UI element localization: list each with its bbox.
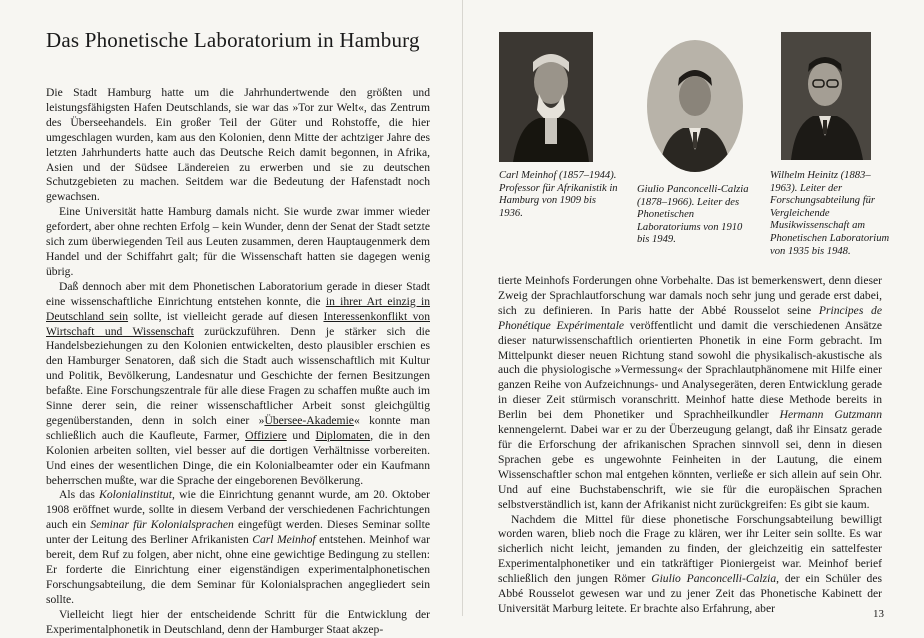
text-run: und (286, 428, 316, 442)
italic-term: Kolonialinstitut (99, 488, 172, 502)
text-run: « konnte man schließlich auch die Kaufleute, Farmer, (46, 413, 430, 442)
page-title: Das Phonetische Laboratorium in Hamburg (46, 28, 420, 52)
caption-panconcelli: Giulio Panconcelli-Calzia (1878–1966). Leiter des Phonetischen Laboratoriums von 1910 bis 1949. (637, 184, 749, 246)
underlined-phrase: in ihrer Art einzig in Deutschland sein (46, 294, 430, 323)
right-body-text (498, 274, 882, 617)
text-run: Nachdem die Mittel für diese phonetische Forschungsabteilung bewilligt worden waren, blieb noch die Frage zu klären, wer ihr Leiter sein sollte. Es war sicherlich nicht leicht, jemanden zu finden, der gleichzeitig ein sattelfester Experimentalphonetiker und ein tatkräftiger Pioniergeist war. Meinhof berief schließlich den jungen Römer (498, 512, 882, 586)
paragraph-1: Die Stadt Hamburg hatte um die Jahrhundertwende den größten und leistungsfähigsten Hafen Deutschlands, sie war das »Tor zur Welt«, das Zentrum des Überseehandels. Ein großer Teil der Güter und Rohstoffe, die hier umgeschlagen wurden, kam aus den Kolonien, denn Mitte der achtziger Jahre des letzten Jahrhunderts hatte auch das Deutsche Reich damit begonnen, in Afrika, Asien und der Südsee Ländereien zu erwerben und sie zu deutschen Schutzgebieten zu machen. Seitdem war die Bedeutung der Hafenstadt noch gewachsen. (46, 86, 430, 204)
left-page (0, 0, 463, 636)
paragraph-3 (46, 280, 430, 489)
portrait-panconcelli (647, 40, 743, 172)
text-run: Als das (59, 488, 100, 502)
text-run: Daß dennoch aber mit dem Phonetischen Laboratorium gerade in dieser Stadt eine wissenschaftliche Einrichtung entstehen konnte, die (46, 279, 430, 308)
italic-term: Giulio Panconcelli-Calzia (651, 572, 777, 586)
caption-heinitz: Wilhelm Heinitz (1883–1963). Leiter der Forschungsabteilung für Vergleichende Musikwissenschaft am Phonetischen Laboratorium von 1935 bis 1948. (770, 170, 890, 257)
left-body-text (46, 86, 430, 638)
italic-term: Carl Meinhof (252, 533, 316, 547)
page-number: 13 (873, 608, 884, 620)
italic-term: Hermann Gutzmann (779, 408, 883, 422)
paragraph-6 (498, 274, 882, 513)
underlined-phrase: Interessenkonflikt von Wirtschaft und Wissenschaft (46, 309, 430, 338)
paragraph-2: Eine Universität hatte Hamburg damals nicht. Sie wurde zwar immer wieder gefordert, aber ohne rechten Erfolg – kein Wunder, denn der Senat der Stadt setzte sich zum überwiegenden Teil aus Leuten zusammen, deren Hauptaugenmerk dem Handel und der Schiffahrt galt; für die Wissenschaft hatten sie dagegen wenig übrig. (46, 205, 430, 278)
text-run: entstehen. Meinhof war bereit, dem Ruf zu folgen, aber nicht, ohne eine gewichtige Bedingung zu stellen: Er forderte die Einrichtung einer eigenständigen experimentalphonetischen Forschungsabteilung, die dem Seminar für Kolonialsprachen angegliedert sein sollte. (46, 533, 430, 606)
underlined-phrase: Übersee-Akademie (264, 413, 354, 427)
portrait-heinitz (781, 32, 871, 160)
underlined-phrase: Offiziere (245, 428, 287, 442)
text-run: tierte Meinhofs Forderungen ohne Vorbehalte. Das ist bemerkenswert, denn dieser Zweig der Sprachlautforschung war damals noch sehr jung und gerade erst dabei, sich zu definieren. In Paris hatte der Abbé Rousselot seine (498, 274, 882, 317)
text-run: zurückzuführen. Denn je stärker sich die Handelsbeziehungen zu den Kolonien entwickelten, desto plausibler erschien es den Hamburger Senatoren, daß sich die Stadt auch wissenschaftlich mit Kultur und Politik, Bevölkerung, Landesnatur und Geschichte der fernen Besitzungen befaßte. Eine Forschungszentrale für alle diese Fragen zu schaffen mußte auch im Sinne derer sein, die reiner wissenschaftlicher Arbeit sonst gleichgültig gegenüberstanden, denn in solch einer » (46, 324, 430, 427)
text-run: sollte, ist vielleicht gerade auf diesen (128, 309, 324, 323)
text-run: kennengelernt. Dabei war er zu der Überzeugung gelangt, daß ihr Einsatz gerade für die Erforschung der afrikanischen Sprachen sinnvoll sei, denn in diesen Sprachen gebe es ungewohnte Feinheiten in der Lautung, die einem Wissenschaftler schon mal entgehen könnten, verließe er sich allein auf sein Ohr. Und auf eine Buchstabenschrift, wie sie für die europäischen Sprachen selbstverständlich ist, kann der Afrikanist nicht zurückgreifen: Es gibt sie kaum. (498, 423, 882, 511)
text-run: veröffentlicht und damit die verschiedenen Ansätze dieser naturwissenschaftlich orientierten Phonetik in eine Form gebracht. Im Mittelpunkt dieser neuen Richtung stand sowohl die physikalisch-akustische als auch die physiologische »Vermessung« der Sprachlautphänomene mit Hilfe einer ganzen Reihe von Aufzeichnungs- und Analysegeräten, deren Entwicklung gerade in dieser Zeit stürmisch voranschritt. Meinhof hatte diese Methode bereits in Berlin bei dem Phonetiker und Sprachheilkundler (498, 318, 882, 422)
paragraph-4 (46, 488, 430, 607)
paragraph-7 (498, 513, 882, 617)
paragraph-5: Vielleicht liegt hier der entscheidende Schritt für die Entwicklung der Experimentalphonetik in Deutschland, denn der Hamburger Staat akzep- (46, 607, 430, 636)
italic-term: Seminar für Kolonialsprachen (90, 518, 234, 532)
caption-meinhof: Carl Meinhof (1857–1944). Professor für Afrikanistik in Hamburg von 1909 bis 1936. (499, 170, 618, 219)
text-run: , wie die Einrichtung genannt wurde, am 20. Oktober 1908 eröffnet wurde, sollte in diesem Verband der verschiedenen Fachrichtungen auch ein (46, 488, 430, 532)
italic-term: Principes de Phonétique Expérimentale (498, 303, 883, 332)
text-run: eingefügt werden. Dieses Seminar sollte unter der Leitung des Berliner Afrikanisten (46, 518, 430, 547)
portrait-meinhof (499, 32, 593, 162)
text-run: , die in den Kolonien arbeiten sollten, viel besser auf die dortigen Verhältnisse vorbereiten. Und eines der wesentlichen Dinge, die ein Kolonialbeamter oder ein Kaufmann beherrschen mußte, war die Sprache der eingeborenen Bevölkerung. (46, 428, 431, 487)
underlined-phrase: Diplomaten (315, 428, 371, 442)
text-run: , der ein Schüler des Abbé Rousselot gewesen war und zu jener Zeit das Phonetische Kabinett der Universität Marburg leitete. Er brachte also Erfahrung, aber (498, 572, 882, 615)
